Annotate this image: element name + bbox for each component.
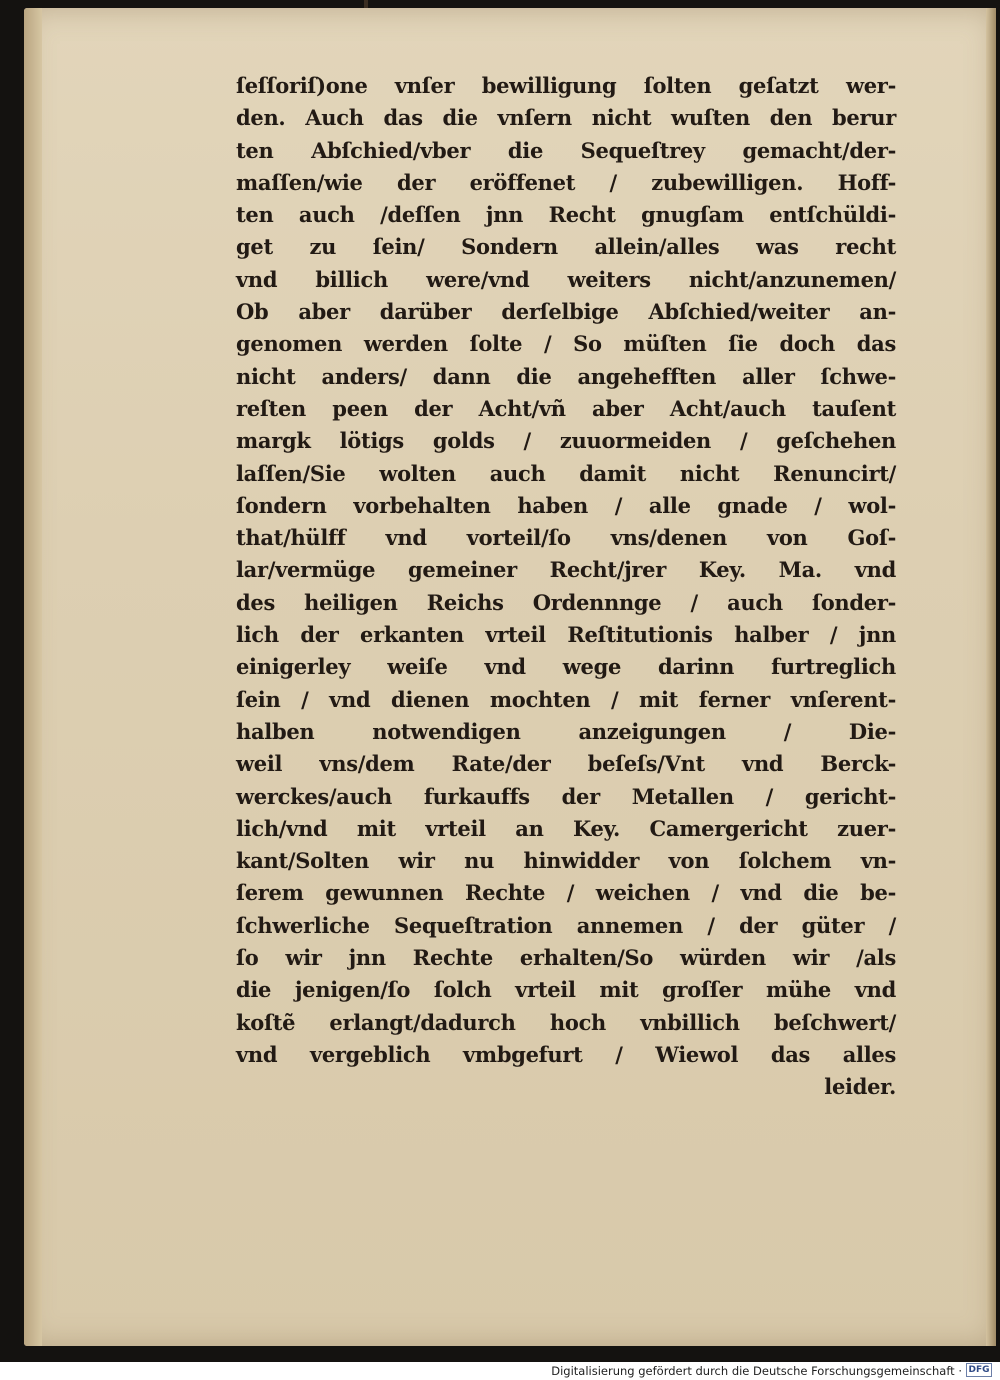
text-line: lich der erkanten vrteil Reſtitutionis halber / jnn xyxy=(236,622,896,648)
text-line: halben notwendigen anzeigungen / Die- xyxy=(236,718,896,744)
text-line: Ob aber darüber derſelbige Abſchied/weiter an- xyxy=(236,299,896,325)
page-binding-edge xyxy=(24,8,42,1346)
text-line: ſo wir jnn Rechte erhalten/So würden wir /als xyxy=(236,945,896,971)
text-line: nicht anders/ dann die angehefften aller ſchwe- xyxy=(236,363,896,389)
page-text-block xyxy=(236,70,896,1104)
text-line: den. Auch das die vnſern nicht wuſten den berur xyxy=(236,105,896,131)
text-line: koſtẽ erlangt/dadurch hoch vnbillich beſchwert/ xyxy=(236,1009,896,1035)
text-line: get zu ſein/ Sondern allein/alles was recht xyxy=(236,234,896,260)
funding-notice: Digitalisierung gefördert durch die Deutsche Forschungsgemeinschaft · xyxy=(551,1364,962,1378)
text-line: die jenigen/ſo ſolch vrteil mit groſſer mühe vnd xyxy=(236,977,896,1003)
text-line: weil vns/dem Rate/der beſeſs/Vnt vnd Berck- xyxy=(236,751,896,777)
text-line: that/hülff vnd vorteil/ſo vns/denen von Goſ- xyxy=(236,525,896,551)
page-top-mark xyxy=(364,0,368,8)
text-line: laſſen/Sie wolten auch damit nicht Renuncirt/ xyxy=(236,460,896,486)
text-line: kant/Solten wir nu hinwidder von ſolchem vn- xyxy=(236,848,896,874)
page-outer-edge xyxy=(986,8,996,1346)
text-line: ſchwerliche Sequeſtration annemen / der güter / xyxy=(236,912,896,938)
text-line: genomen werden ſolte / So müſten ſie doch das xyxy=(236,331,896,357)
text-line: leider. xyxy=(824,1074,896,1100)
text-line: einigerley weiſe vnd wege darinn furtreglich xyxy=(236,654,896,680)
text-line: vnd billich were/vnd weiters nicht/anzunemen/ xyxy=(236,266,896,292)
text-line: lar/vermüge gemeiner Recht/jrer Key. Ma. vnd xyxy=(236,557,896,583)
text-line: ſein / vnd dienen mochten / mit ferner vnſerent- xyxy=(236,686,896,712)
text-line: ſerem gewunnen Rechte / weichen / vnd die be- xyxy=(236,880,896,906)
text-line: lich/vnd mit vrteil an Key. Camergericht zuer- xyxy=(236,815,896,841)
text-line: ſondern vorbehalten haben / alle gnade / wol- xyxy=(236,492,896,518)
text-line: des heiligen Reichs Ordennnge / auch ſonder- xyxy=(236,589,896,615)
text-line: ſeſſoriſ)one vnſer bewilligung ſolten geſatzt wer- xyxy=(236,73,896,98)
text-line: reſten peen der Acht/vñ aber Acht/auch tauſent xyxy=(236,395,896,421)
text-line: werckes/auch furkauffs der Metallen / gericht- xyxy=(236,783,896,809)
text-line: ten Abſchied/vber die Sequeſtrey gemacht/der- xyxy=(236,137,896,163)
text-line: maſſen/wie der eröffenet / zubewilligen. Hoff- xyxy=(236,169,896,195)
text-line: ten auch /deſſen jnn Recht gnugſam entſchüldi- xyxy=(236,202,896,228)
dfg-logo: DFG xyxy=(966,1363,992,1377)
text-line: margk lötigs golds / zuuormeiden / geſchehen xyxy=(236,428,896,454)
text-line: vnd vergeblich vmbgefurt / Wiewol das alles xyxy=(236,1041,896,1067)
